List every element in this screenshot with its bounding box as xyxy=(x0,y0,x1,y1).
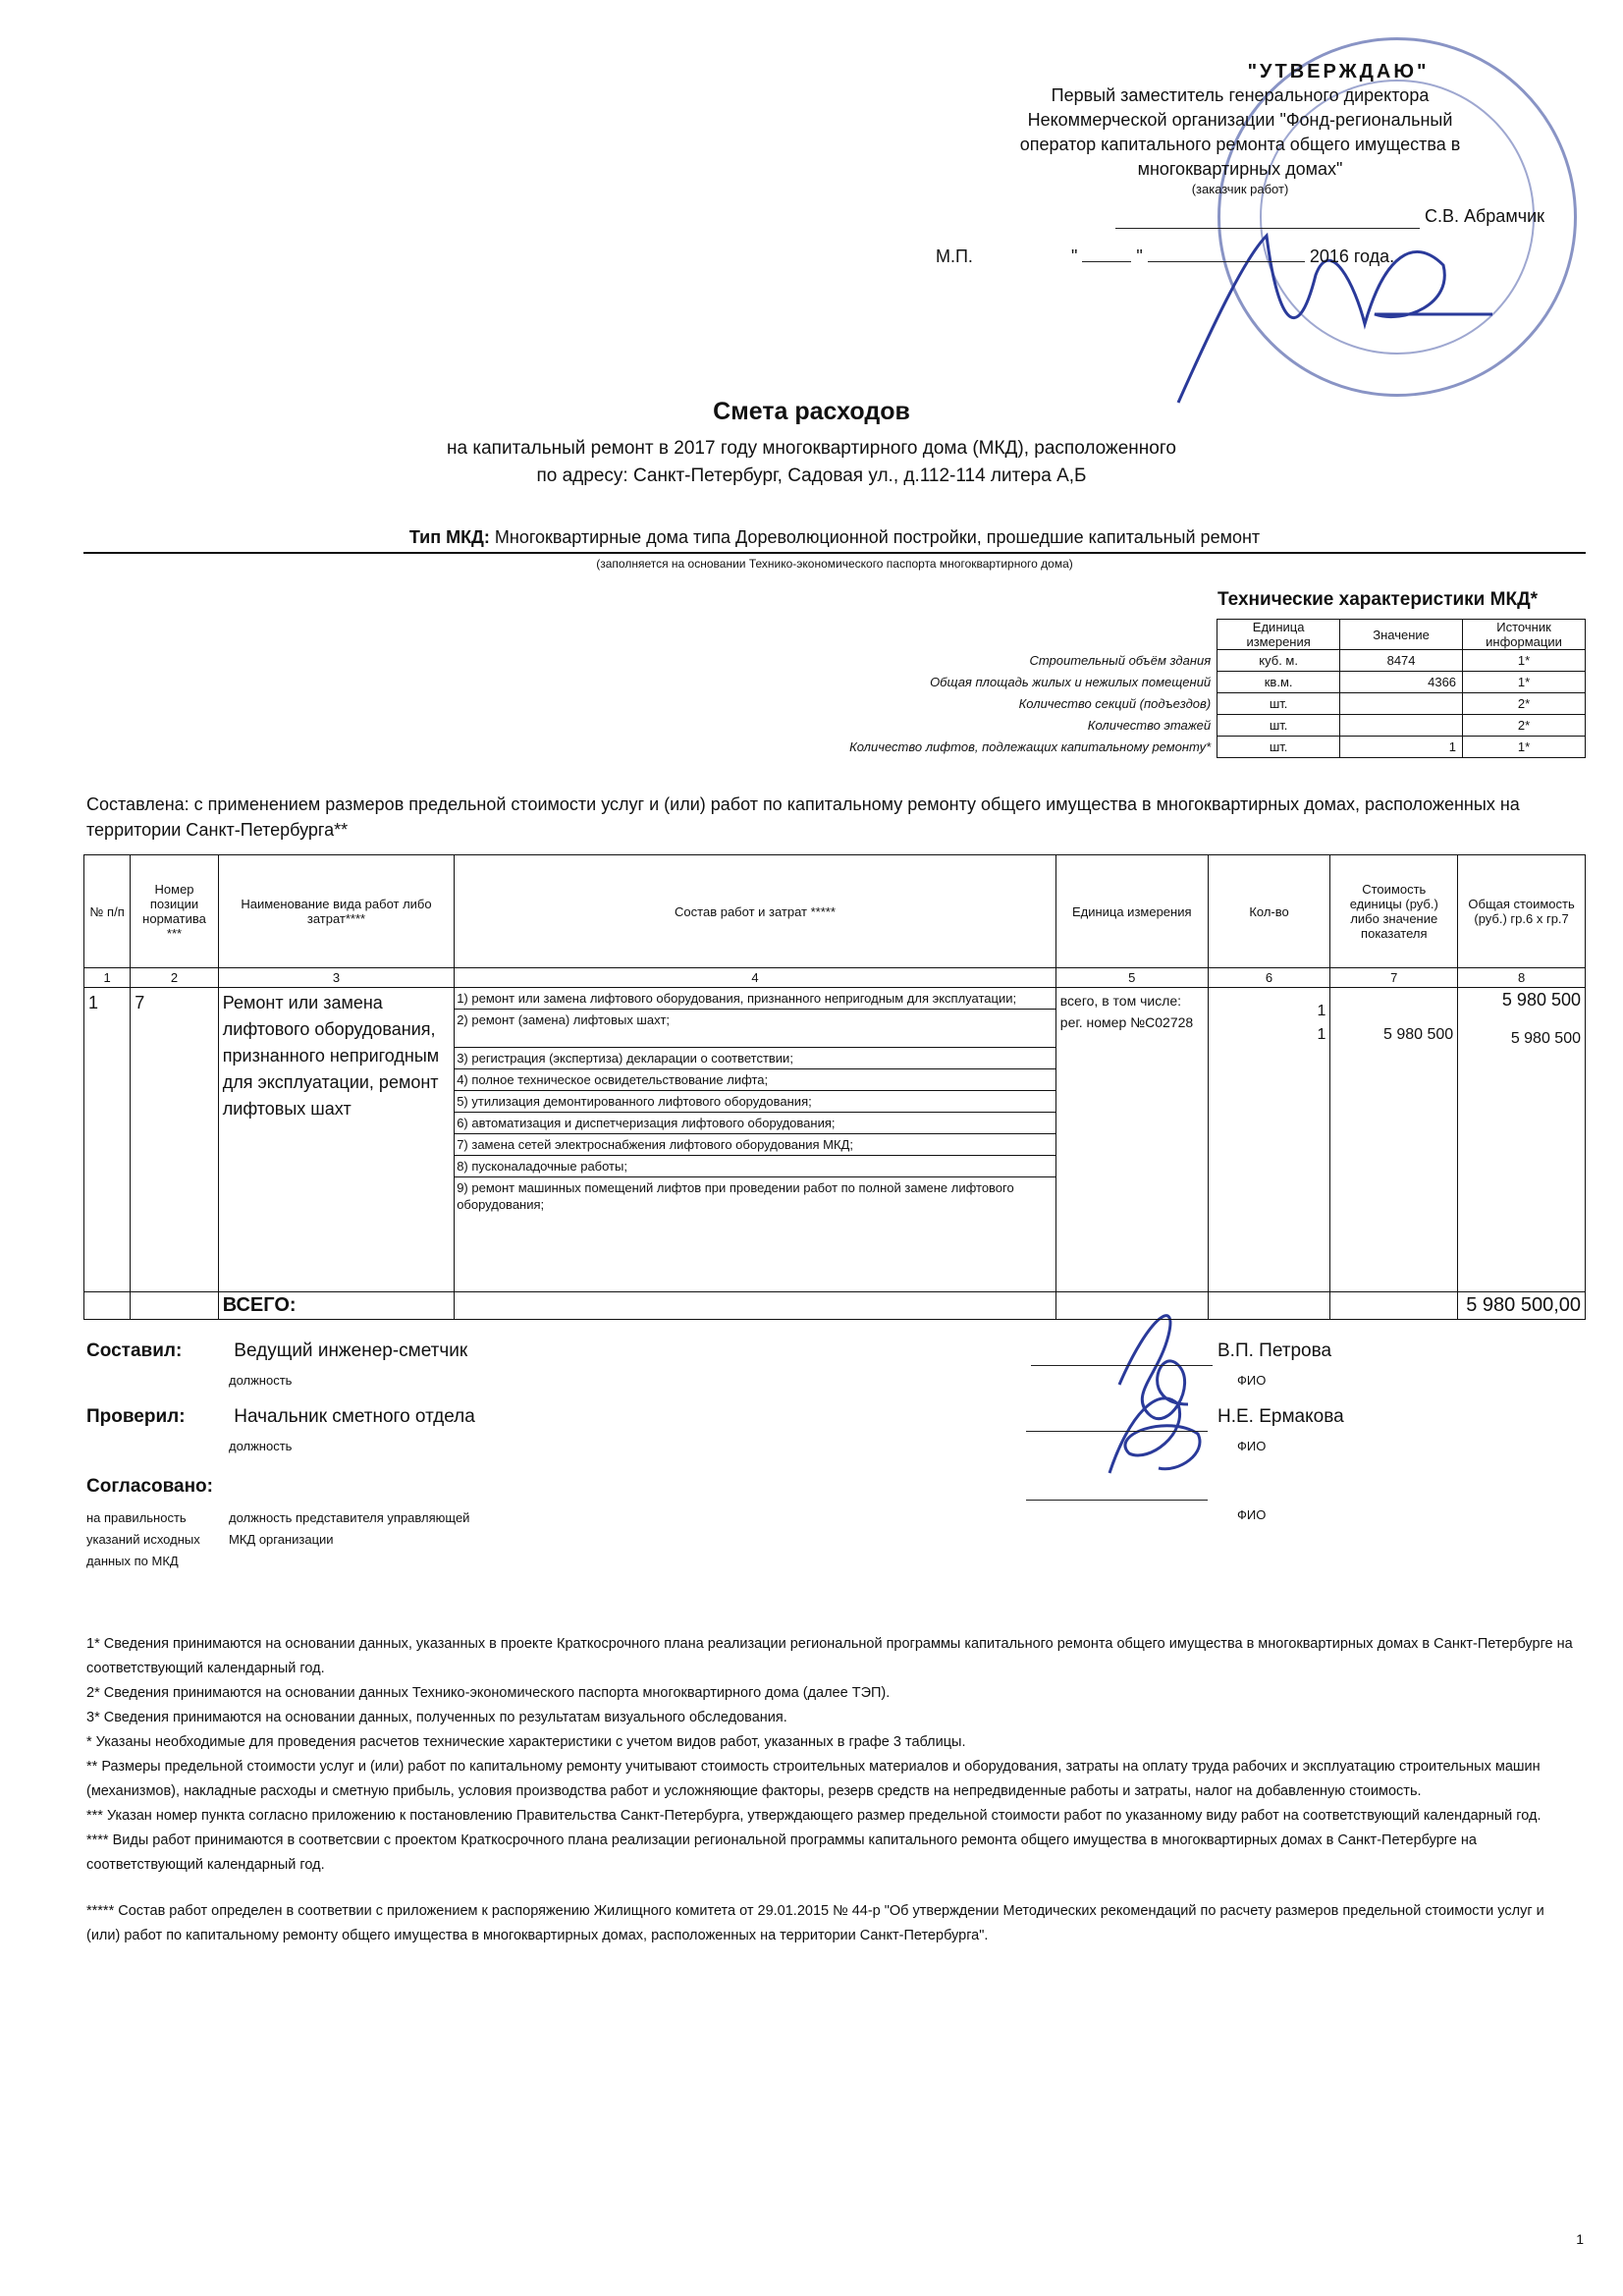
subtitle-line: по адресу: Санкт-Петербург, Садовая ул., д.112-114 литера А,Б xyxy=(536,465,1087,486)
tech-unit: шт. xyxy=(1217,737,1340,758)
total-value: 5 980 500,00 xyxy=(1458,1292,1586,1320)
compiled-block xyxy=(86,1340,467,1362)
tech-value: 8474 xyxy=(1340,650,1463,672)
unit-reg: рег. номер №С02728 xyxy=(1059,1014,1194,1030)
qty-total: 1 xyxy=(1317,1003,1326,1019)
approval-signature-line xyxy=(1115,210,1420,229)
row-total-cost xyxy=(1458,988,1586,1292)
footnote: **** Виды работ принимаются в соответсвии с проектом Краткосрочного плана реализации региональной программы капитального ремонта общего имущества в многоквартирных домах в Санкт-Петербурге на соответствующий календарный год. xyxy=(86,1832,1477,1873)
footnotes xyxy=(86,1632,1579,1948)
tech-source: 1* xyxy=(1463,672,1586,693)
column-number: 7 xyxy=(1330,968,1458,988)
tech-label: Количество секций (подъездов) xyxy=(1018,696,1212,711)
qty-item: 1 xyxy=(1317,1026,1326,1043)
estimate-table xyxy=(83,854,1586,1320)
fio-caption: ФИО xyxy=(1237,1373,1267,1388)
work-item: 5) утилизация демонтированного лифтового оборудования; xyxy=(455,1091,1055,1113)
work-item: 2) ремонт (замена) лифтовых шахт; xyxy=(455,1010,1055,1048)
footnote: *** Указан номер пункта согласно приложению к постановлению Правительства Санкт-Петербурга, утверждающего размер предельной стоимости работ по указанному виду работ на соответствующий календарный год. xyxy=(86,1808,1542,1824)
work-item: 6) автоматизация и диспетчеризация лифтового оборудования; xyxy=(455,1113,1055,1134)
tech-label: Количество этажей xyxy=(1087,718,1212,733)
mkd-type-note: (заполняется на основании Технико-экономического паспорта многоквартирного дома) xyxy=(596,557,1073,571)
tech-source: 2* xyxy=(1463,693,1586,715)
checked-position: Начальник сметного отдела xyxy=(234,1406,475,1427)
compiled-position: Ведущий инженер-сметчик xyxy=(234,1340,468,1361)
tech-label: Количество лифтов, подлежащих капитальному ремонту* xyxy=(849,739,1212,754)
subtitle-line: на капитальный ремонт в 2017 году многоквартирного дома (МКД), расположенного xyxy=(447,438,1176,459)
table-row xyxy=(84,988,1586,1292)
approval-block xyxy=(936,61,1544,269)
work-item: 8) пусконаладочные работы; xyxy=(455,1156,1055,1177)
tech-unit: шт. xyxy=(1217,693,1340,715)
row-qty xyxy=(1208,988,1330,1292)
column-number: 5 xyxy=(1055,968,1208,988)
doc-subtitle xyxy=(0,435,1623,490)
tech-unit: шт. xyxy=(1217,715,1340,737)
checked-name: Н.Е. Ермакова xyxy=(1217,1406,1344,1427)
date-day-line xyxy=(1082,246,1131,262)
tech-row xyxy=(766,737,1586,758)
column-header: Наименование вида работ либо затрат**** xyxy=(218,855,454,968)
mkd-type-label: Тип МКД: xyxy=(408,527,490,547)
customer-note: (заказчик работ) xyxy=(1191,182,1289,196)
tech-value: 1 xyxy=(1340,737,1463,758)
tech-label: Общая площадь жилых и нежилых помещений xyxy=(930,675,1212,689)
column-number: 8 xyxy=(1458,968,1586,988)
page-title: Смета расходов xyxy=(713,398,910,425)
column-header: Номер позиции норматива *** xyxy=(131,855,219,968)
tech-label: Строительный объём здания xyxy=(1029,653,1212,668)
composed-text: Составлена: с применением размеров предельной стоимости услуг и (или) работ по капитальному ремонту общего имущества в многоквартирных домах, расположенных на территории Санкт-Петербурга** xyxy=(86,794,1520,840)
approval-position-line: Некоммерческой организации "Фонд-региональный xyxy=(1027,110,1453,130)
date-quote-close: " xyxy=(1136,246,1143,266)
fio-caption: ФИО xyxy=(1237,1439,1267,1453)
tech-header: Значение xyxy=(1340,620,1463,650)
column-number: 4 xyxy=(455,968,1056,988)
approval-signer-name: С.В. Абрамчик xyxy=(1424,206,1544,226)
footnote: 2* Сведения принимаются на основании данных Технико-экономического паспорта многоквартирного дома (далее ТЭП). xyxy=(86,1685,891,1701)
agreed-position: должность представителя управляющей МКД организации xyxy=(229,1510,470,1547)
mkd-type-value: Многоквартирные дома типа Дореволюционной постройки, прошедшие капитальный ремонт xyxy=(494,527,1261,547)
row-number: 1 xyxy=(84,988,131,1292)
column-header: Общая стоимость (руб.) гр.6 х гр.7 xyxy=(1458,855,1586,968)
tech-source: 1* xyxy=(1463,650,1586,672)
footnote: ***** Состав работ определен в соответвии с приложением к распоряжению Жилищного комитета от 29.01.2015 № 44-р "Об утверждении Методических рекомендаций по расчету размеров предельной стоимости услуг и (или) работ по капитальному ремонту общего имущества в многоквартирных домах, расположенных на территории Санкт-Петербурга". xyxy=(86,1903,1544,1943)
column-header: Состав работ и затрат ***** xyxy=(455,855,1056,968)
footnote: ** Размеры предельной стоимости услуг и (или) работ по капитальному ремонту учитывают стоимость строительных материалов и оборудования, затраты на оплату труда рабочих и эксплуатацию строительных машин (механизмов), накладные расходы и сметную прибыль, условия производства работ и усложняющие факторы, резерв средств на непредвиденные работы и затраты, налог на добавленную стоимость. xyxy=(86,1759,1541,1799)
page-number: 1 xyxy=(1576,2231,1584,2247)
column-number-row xyxy=(84,968,1586,988)
compiled-name: В.П. Петрова xyxy=(1217,1340,1332,1361)
column-header: Единица измерения xyxy=(1055,855,1208,968)
tech-header: Единица измерения xyxy=(1217,620,1340,650)
unit-total: всего, в том числе: xyxy=(1059,993,1182,1009)
footnote: 1* Сведения принимаются на основании данных, указанных в проекте Краткосрочного плана реализации региональной программы капитального ремонта общего имущества в многоквартирных домах в Санкт-Петербурге на соответствующий календарный год. xyxy=(86,1636,1573,1676)
tech-row xyxy=(766,672,1586,693)
fio-caption: ФИО xyxy=(1237,1507,1267,1522)
row-norm: 7 xyxy=(131,988,219,1292)
row-unit xyxy=(1055,988,1208,1292)
work-item: 9) ремонт машинных помещений лифтов при проведении работ по полной замене лифтового оборудования; xyxy=(457,1180,1014,1212)
date-quote-open: " xyxy=(1070,246,1078,266)
column-number: 3 xyxy=(218,968,454,988)
mkd-type xyxy=(83,527,1586,554)
date-month-line xyxy=(1148,246,1305,262)
total-cost-item: 5 980 500 xyxy=(1510,1030,1581,1047)
column-number: 2 xyxy=(131,968,219,988)
agreed-note: на правильность указаний исходных данных по МКД xyxy=(86,1510,200,1568)
agreed-signature-line xyxy=(1026,1500,1208,1501)
tech-value xyxy=(1340,715,1463,737)
tech-value: 4366 xyxy=(1340,672,1463,693)
column-number: 1 xyxy=(84,968,131,988)
date-year: 2016 года. xyxy=(1309,246,1395,266)
tech-row xyxy=(766,650,1586,672)
column-number: 6 xyxy=(1208,968,1330,988)
work-item: 4) полное техническое освидетельствование лифта; xyxy=(455,1069,1055,1091)
tech-unit: куб. м. xyxy=(1217,650,1340,672)
approval-title: "УТВЕРЖДАЮ" xyxy=(1247,61,1430,82)
position-caption: должность xyxy=(229,1373,293,1388)
work-item: 3) регистрация (экспертиза) декларации о соответствии; xyxy=(455,1048,1055,1069)
tech-source: 1* xyxy=(1463,737,1586,758)
work-item: 1) ремонт или замена лифтового оборудования, признанного непригодным для эксплуатации; xyxy=(455,988,1055,1010)
tech-row xyxy=(766,715,1586,737)
total-row xyxy=(84,1292,1586,1320)
footnote: 3* Сведения принимаются на основании данных, полученных по результатам визуального обследования. xyxy=(86,1710,787,1725)
row-works-list xyxy=(455,988,1056,1292)
row-unit-cost xyxy=(1330,988,1458,1292)
compiled-signature-line xyxy=(1031,1365,1213,1366)
tech-title: Технические характеристики МКД* xyxy=(1217,589,1538,610)
approval-position-line: многоквартирных домах" xyxy=(1137,159,1343,179)
column-header: Кол-во xyxy=(1208,855,1330,968)
tech-table xyxy=(766,619,1586,758)
tech-unit: кв.м. xyxy=(1217,672,1340,693)
checked-label: Проверил: xyxy=(86,1406,186,1427)
checker-signature xyxy=(1090,1375,1227,1493)
row-work-name: Ремонт или замена лифтового оборудования, признанного непригодным для эксплуатации, ремонт лифтовых шахт xyxy=(218,988,454,1292)
position-caption: должность xyxy=(229,1439,293,1453)
approval-position-line: Первый заместитель генерального директора xyxy=(1051,85,1430,105)
column-header: № п/п xyxy=(84,855,131,968)
mp-label: М.П. xyxy=(936,246,973,266)
tech-value xyxy=(1340,693,1463,715)
work-item: 7) замена сетей электроснабжения лифтового оборудования МКД; xyxy=(455,1134,1055,1156)
tech-source: 2* xyxy=(1463,715,1586,737)
tech-row xyxy=(766,693,1586,715)
checked-block xyxy=(86,1406,475,1428)
compiled-label: Составил: xyxy=(86,1340,183,1361)
approval-position-line: оператор капитального ремонта общего имущества в xyxy=(1019,135,1461,154)
total-label: ВСЕГО: xyxy=(218,1292,454,1320)
total-cost: 5 980 500 xyxy=(1501,990,1581,1010)
unit-cost-item: 5 980 500 xyxy=(1382,1026,1454,1043)
footnote: * Указаны необходимые для проведения расчетов технические характеристики с учетом видов работ, указанных в графе 3 таблицы. xyxy=(86,1734,966,1750)
tech-header: Источник информации xyxy=(1463,620,1586,650)
checked-signature-line xyxy=(1026,1431,1208,1432)
column-header: Стоимость единицы (руб.) либо значение показателя xyxy=(1330,855,1458,968)
agreed-label: Согласовано: xyxy=(86,1476,213,1497)
